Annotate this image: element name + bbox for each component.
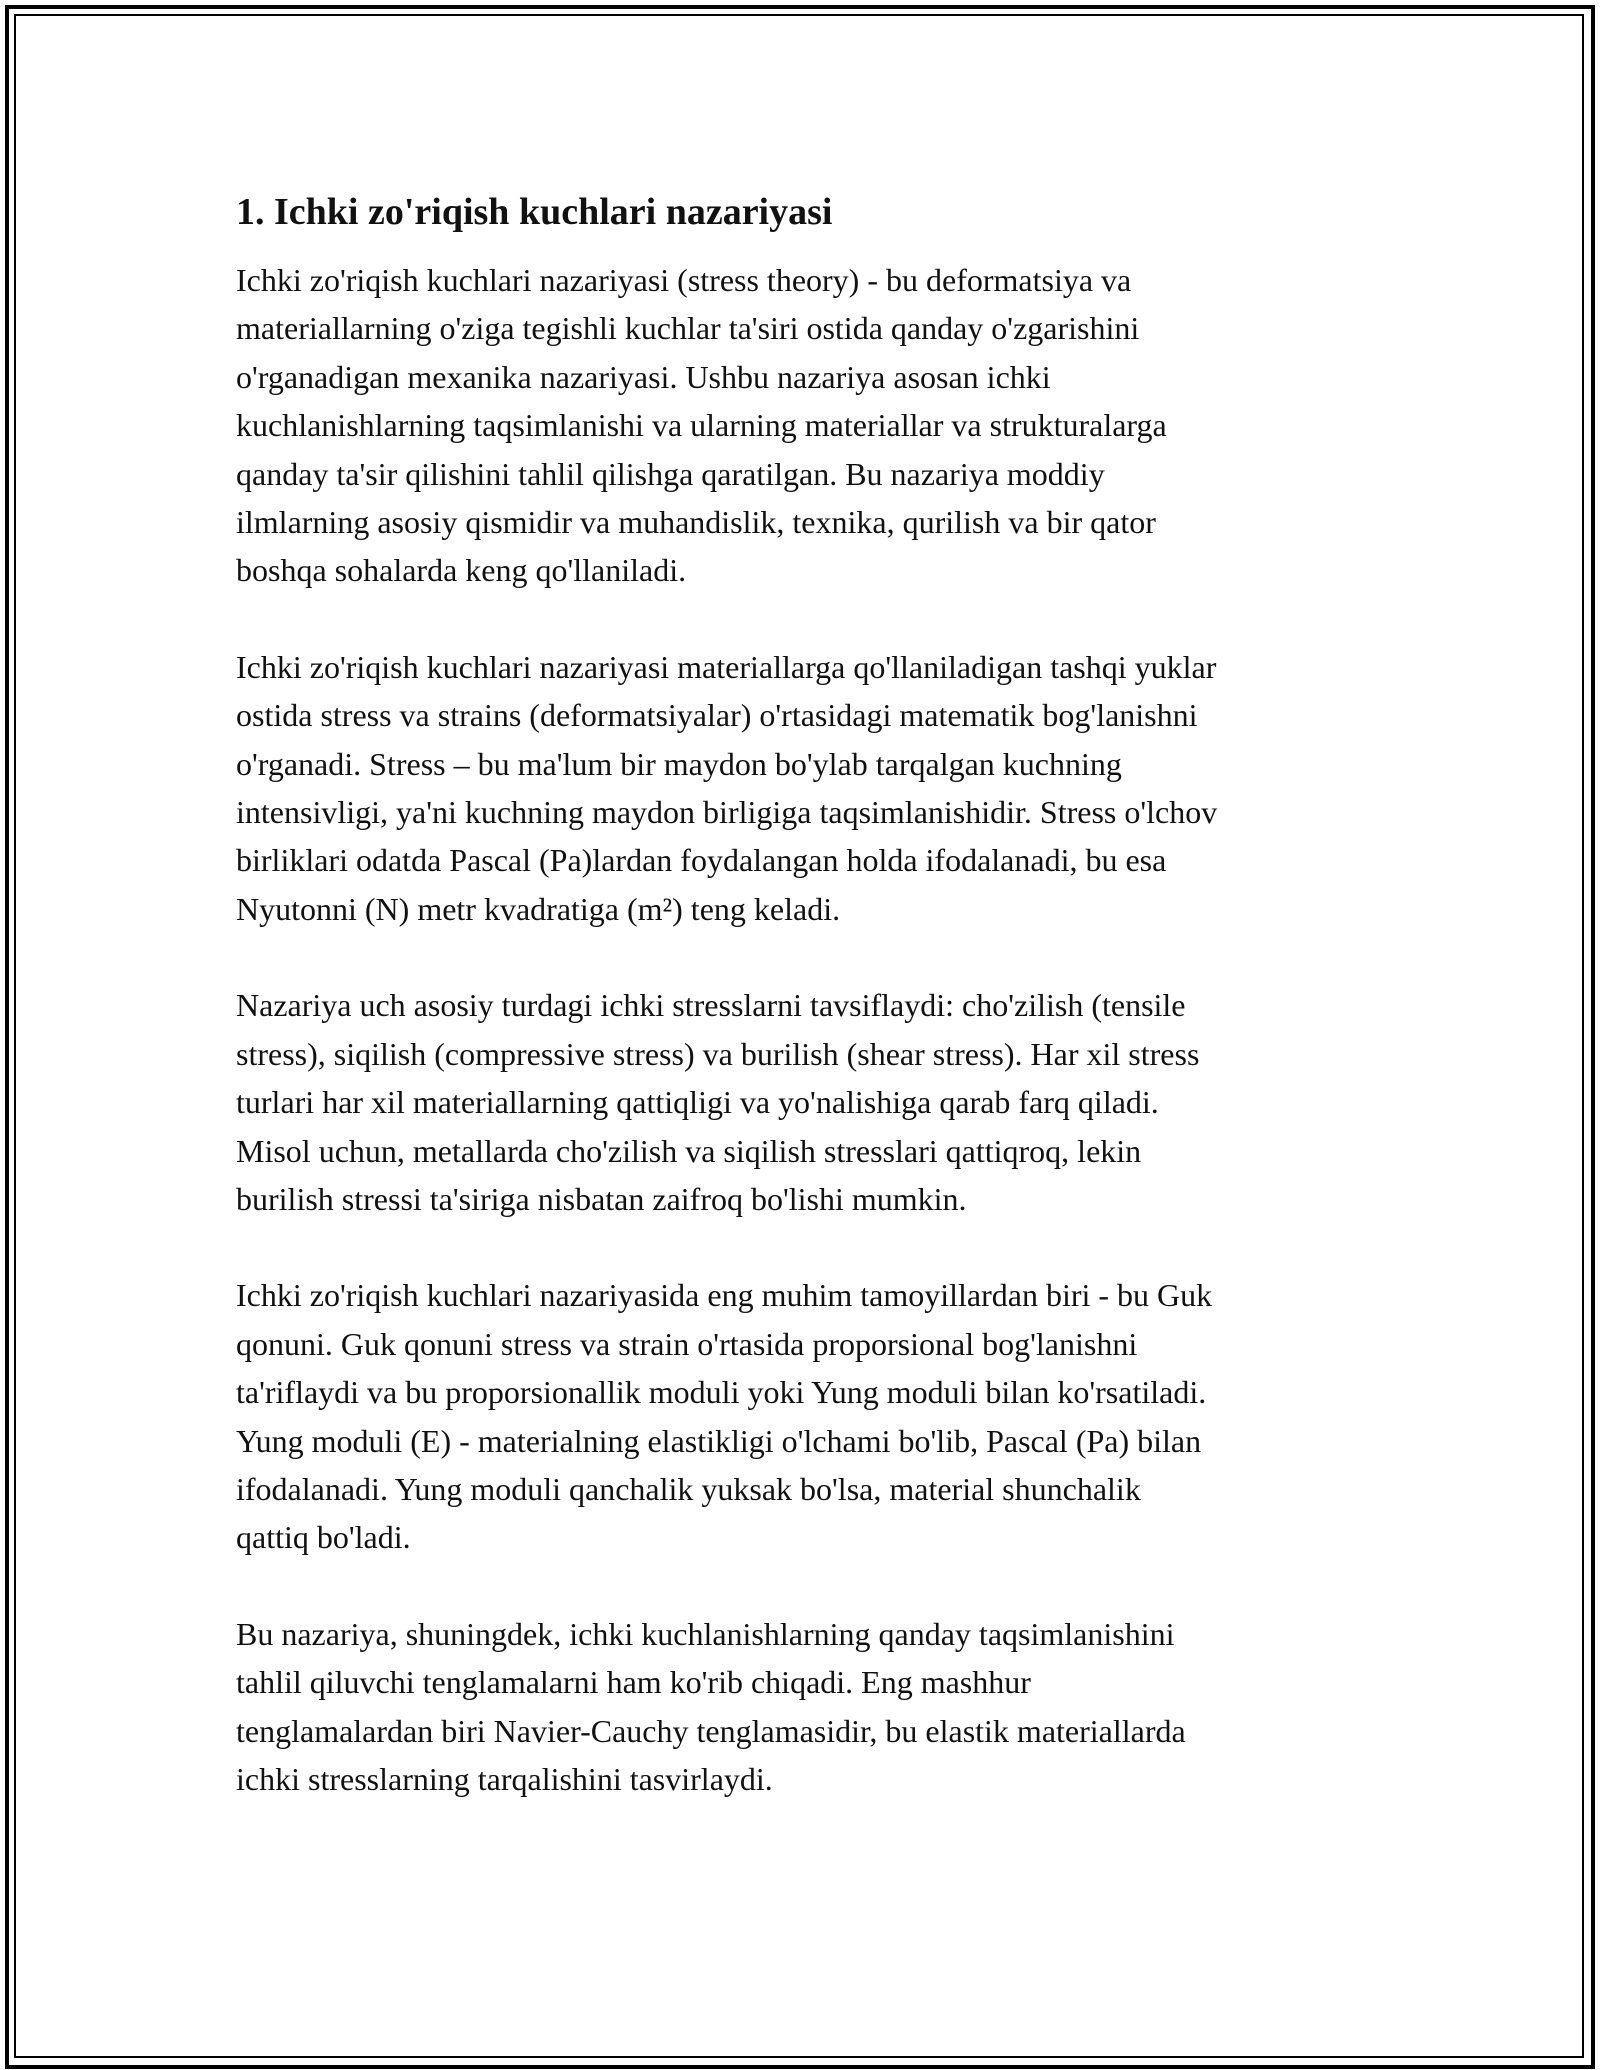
section-heading: 1. Ichki zo'riqish kuchlari nazariyasi	[236, 191, 833, 233]
paragraph-hooke-law: Ichki zo'riqish kuchlari nazariyasida eng muhim tamoyillardan biri - bu Guk qonuni. Guk qonuni stress va strain o'rtasida proporsional bog'lanishni ta'riflaydi va bu proporsionallik moduli yoki Yung moduli bilan ko'rsatiladi. Yung moduli (E) - materialning elastikligi o'lchami bo'lib, Pascal (Pa) bilan ifodalanadi. Yung moduli qanchalik yuksak bo'lsa, material shunchalik qattiq bo'ladi.	[236, 1277, 1213, 1556]
paragraph-stress-types: Nazariya uch asosiy turdagi ichki stresslarni tavsiflaydi: cho'zilish (tensile stress), siqilish (compressive stress) va burilish (shear stress). Har xil stress turlari har xil materiallarning qattiqligi va yo'nalishiga qarab farq qiladi. Misol uchun, metallarda cho'zilish va siqilish stresslari qattiqroq, lekin burilish stressi ta'siriga nisbatan zaifroq bo'lishi mumkin.	[236, 987, 1200, 1217]
paragraph-stress-theory-intro: Ichki zo'riqish kuchlari nazariyasi (stress theory) - bu deformatsiya va materiallarning o'ziga tegishli kuchlar ta'siri ostida qanday o'zgarishini o'rganadigan mexanika nazariyasi. Ushbu nazariya asosan ichki kuchlanishlarning taqsimlanishi va ularning materiallar va strukturalarga qanday ta'sir qilishini tahlil qilishga qaratilgan. Bu nazariya moddiy ilmlarning asosiy qismidir va muhandislik, texnika, qurilish va bir qator boshqa sohalarda keng qo'llaniladi.	[236, 262, 1167, 589]
paragraph-stress-strain-relation: Ichki zo'riqish kuchlari nazariyasi materiallarga qo'llaniladigan tashqi yuklar ostida stress va strains (deformatsiyalar) o'rtasidagi matematik bog'lanishni o'rganadi. Stress – bu ma'lum bir maydon bo'ylab tarqalgan kuchning intensivligi, ya'ni kuchning maydon birligiga taqsimlanishidir. Stress o'lchov birliklari odatda Pascal (Pa)lardan foydalangan holda ifodalanadi, bu esa Nyutonni (N) metr kvadratiga (m²) teng keladi.	[236, 648, 1218, 927]
document-body	[236, 188, 1386, 1851]
paragraph-navier-cauchy: Bu nazariya, shuningdek, ichki kuchlanishlarning qanday taqsimlanishini tahlil qiluvchi tenglamalarni ham ko'rib chiqadi. Eng mashhur tenglamalardan biri Navier-Cauchy tenglamasidir, bu elastik materiallarda ichki stresslarning tarqalishini tasvirlaydi.	[236, 1615, 1186, 1797]
